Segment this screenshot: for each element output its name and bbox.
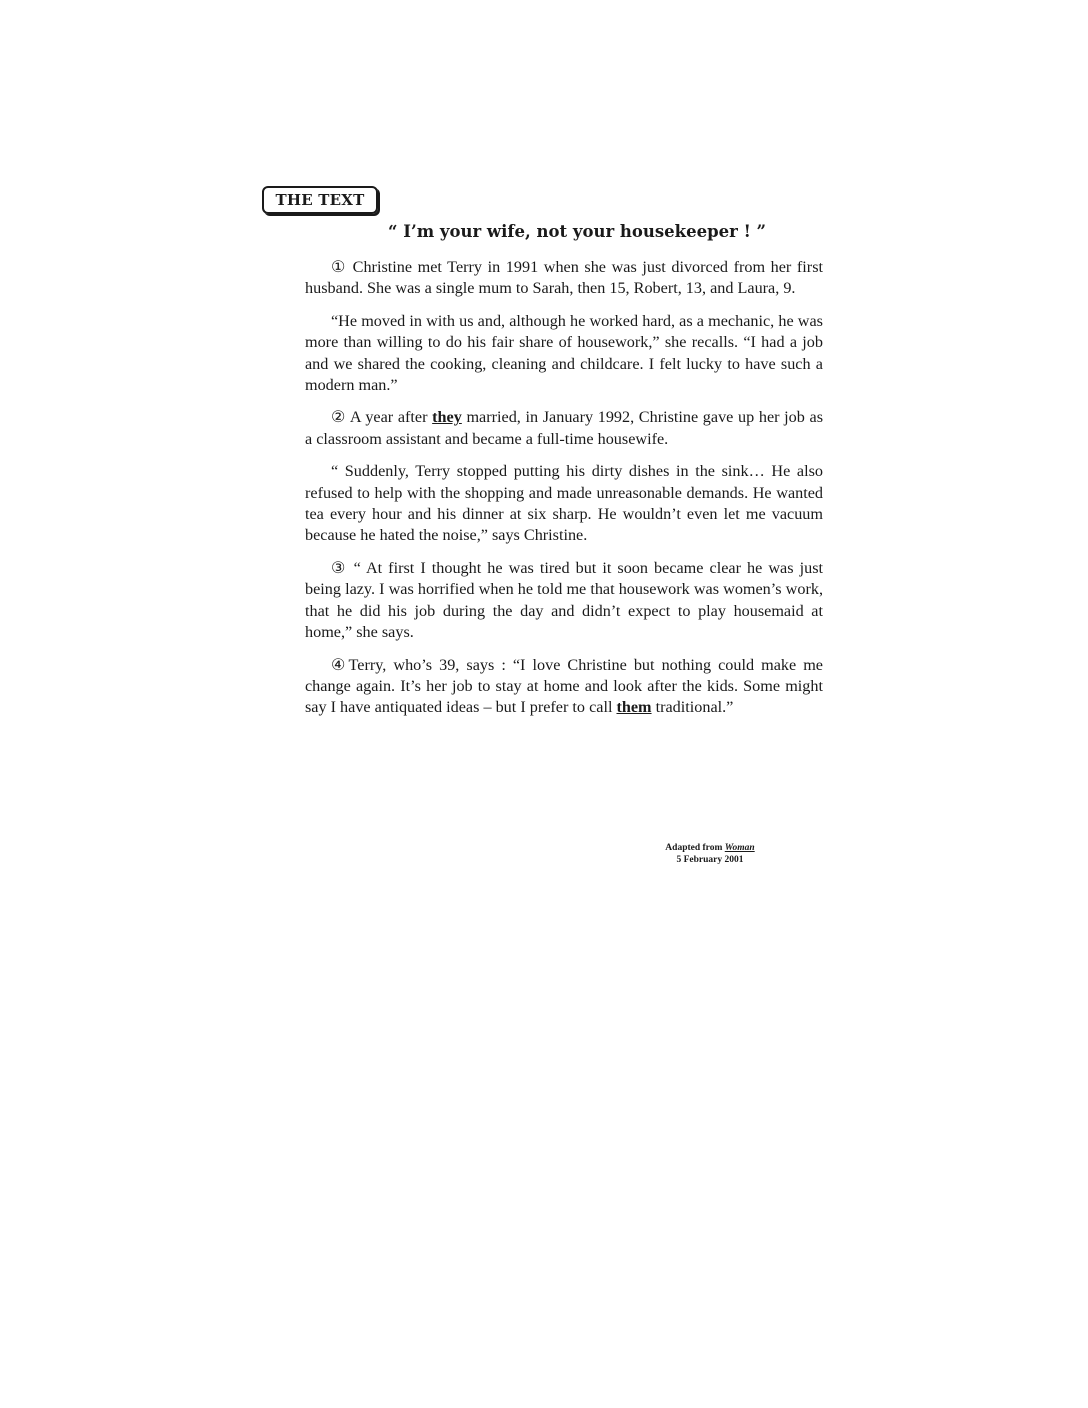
source-date: 5 February 2001 [676, 855, 744, 865]
section-label-text: THE TEXT [275, 191, 365, 209]
source-credit [640, 842, 780, 866]
paragraph-6-text-end: traditional.” [651, 698, 734, 717]
underlined-word-them: them [616, 698, 652, 717]
paragraph-3-text-start: ② A year after [331, 408, 433, 427]
section-label [262, 186, 378, 214]
paragraph-3-text-end: married, in January 1992, Christine gave up her job as a classroom assistant and became a full-time housewife. [305, 408, 824, 448]
article-body [305, 257, 823, 730]
article-title: “ I’m your wife, not your housekeeper ! ” [388, 222, 767, 241]
paragraph-1 [305, 257, 823, 300]
paragraph-1-text: ① Christine met Terry in 1991 when she was just divorced from her first husband. She was a single mum to Sarah, then 15, Robert, 13, and Laura, 9. [305, 258, 823, 298]
underlined-word-they: they [432, 408, 462, 427]
paragraph-4-text: “ Suddenly, Terry stopped putting his dirty dishes in the sink… He also refused to help with the shopping and made unreasonable demands. He wanted tea every hour and his dinner at six sharp. He wouldn’t even let me vacuum because he hated the noise,” says Christine. [305, 462, 823, 545]
paragraph-2-text: “He moved in with us and, although he worked hard, as a mechanic, he was more than willing to do his fair share of housework,” she recalls. “I had a job and we shared the cooking, cleaning and childcare. I felt lucky to have such a modern man.” [305, 311, 823, 395]
paragraph-6 [305, 655, 823, 719]
paragraph-2 [305, 311, 823, 397]
paragraph-4 [305, 461, 823, 547]
source-line-1 [640, 842, 780, 854]
paragraph-5-text: ③ “ At first I thought he was tired but it soon became clear he was just being lazy. I was horrified when he told me that housework was women’s work, that he did his job during the day and didn’t expect to play housemaid at home,” she says. [305, 558, 823, 642]
paragraph-6-text-start: ④Terry, who’s 39, says : “I love Christine but nothing could make me change again. It’s her job to stay at home and look after the kids. Some might say I have antiquated ideas – but I prefer to call [305, 655, 823, 717]
source-prefix: Adapted from [665, 843, 725, 853]
source-publication: Woman [724, 843, 755, 853]
paragraph-3 [305, 407, 823, 450]
paragraph-5 [305, 558, 823, 644]
